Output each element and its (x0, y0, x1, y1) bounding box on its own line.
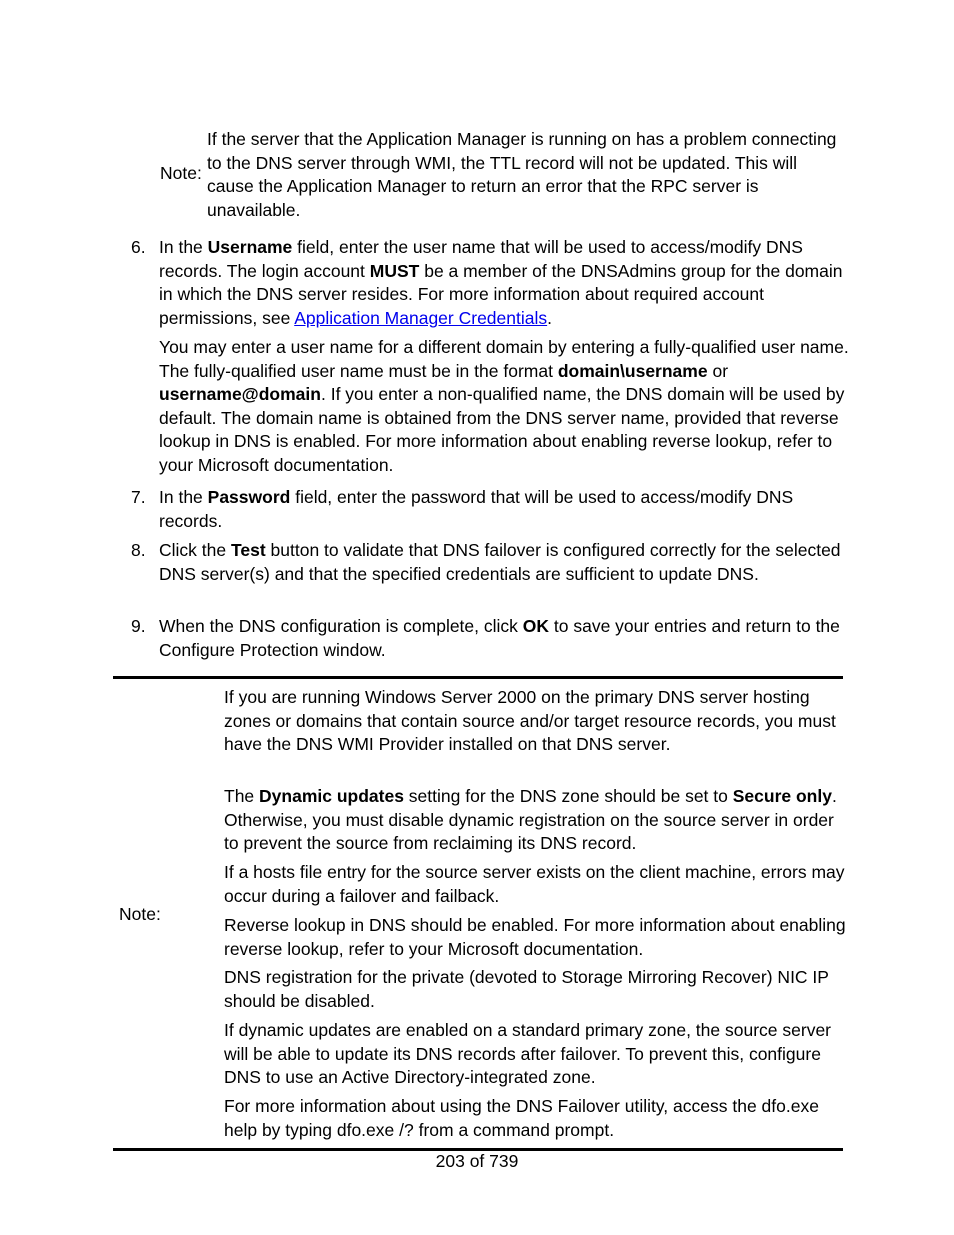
note-paragraph: If you are running Windows Server 2000 on the primary DNS server hosting zones or domains that contain source and/or target resource records, you must have the DNS WMI Provider installed on that DNS server. (224, 687, 836, 754)
note-paragraph: Reverse lookup in DNS should be enabled. For more information about enabling reverse lookup, refer to your Microsoft documentation. (224, 915, 846, 959)
step-9-paragraph: When the DNS configuration is complete, click OK to save your entries and return to the Configure Protection window. (159, 616, 840, 660)
note-paragraph: For more information about using the DNS Failover utility, access the dfo.exe help by typing dfo.exe /? from a command prompt. (224, 1096, 819, 1140)
step-8-paragraph: Click the Test button to validate that DNS failover is configured correctly for the selected DNS server(s) and that the specified credentials are sufficient to update DNS. (159, 540, 841, 584)
step-6-detail-paragraph: You may enter a user name for a different domain by entering a fully-qualified user name. The fully-qualified user name must be in the format domain\username or username@domain. If you enter a non-qualified name, the DNS domain will be used by default. The domain name is obtained from the DNS server name, provided that reverse lookup in DNS is enabled. For more information about enabling reverse lookup, refer to your Microsoft documentation. (159, 337, 849, 475)
step-number: 9. (131, 616, 146, 636)
note-paragraph: The Dynamic updates setting for the DNS zone should be set to Secure only. Otherwise, you must disable dynamic registration on the source server in order to prevent the source from reclaiming its DNS record. (224, 786, 837, 853)
step-7-paragraph: In the Password field, enter the password that will be used to access/modify DNS records. (159, 487, 794, 531)
note-top-rule (113, 676, 843, 679)
note-label: Note: (160, 163, 202, 183)
note-paragraph: DNS registration for the private (devoted to Storage Mirroring Recover) NIC IP should be disabled. (224, 967, 829, 1011)
step-number: 6. (131, 237, 146, 257)
note-label: Note: (119, 904, 161, 924)
note-paragraph: If dynamic updates are enabled on a standard primary zone, the source server will be able to update its DNS records after failover. To prevent this, configure DNS to use an Active Directory-integrated zone. (224, 1020, 832, 1087)
step-number: 8. (131, 540, 146, 560)
note-paragraph: If a hosts file entry for the source server exists on the client machine, errors may occur during a failover and failback. (224, 862, 845, 906)
page-number: 203 of 739 (435, 1151, 519, 1171)
note-text: If the server that the Application Manager is running on has a problem connecting to the DNS server through WMI, the TTL record will not be updated. This will cause the Application Manager to return an error that the RPC server is unavailable. (207, 129, 837, 220)
step-6-paragraph: In the Username field, enter the user name that will be used to access/modify DNS records. The login account MUST be a member of the DNSAdmins group for the domain in which the DNS server resides. For more information about required account permissions, see Application Manager Credentials. (159, 237, 843, 328)
step-number: 7. (131, 487, 146, 507)
application-manager-credentials-link[interactable]: Application Manager Credentials (294, 307, 548, 328)
